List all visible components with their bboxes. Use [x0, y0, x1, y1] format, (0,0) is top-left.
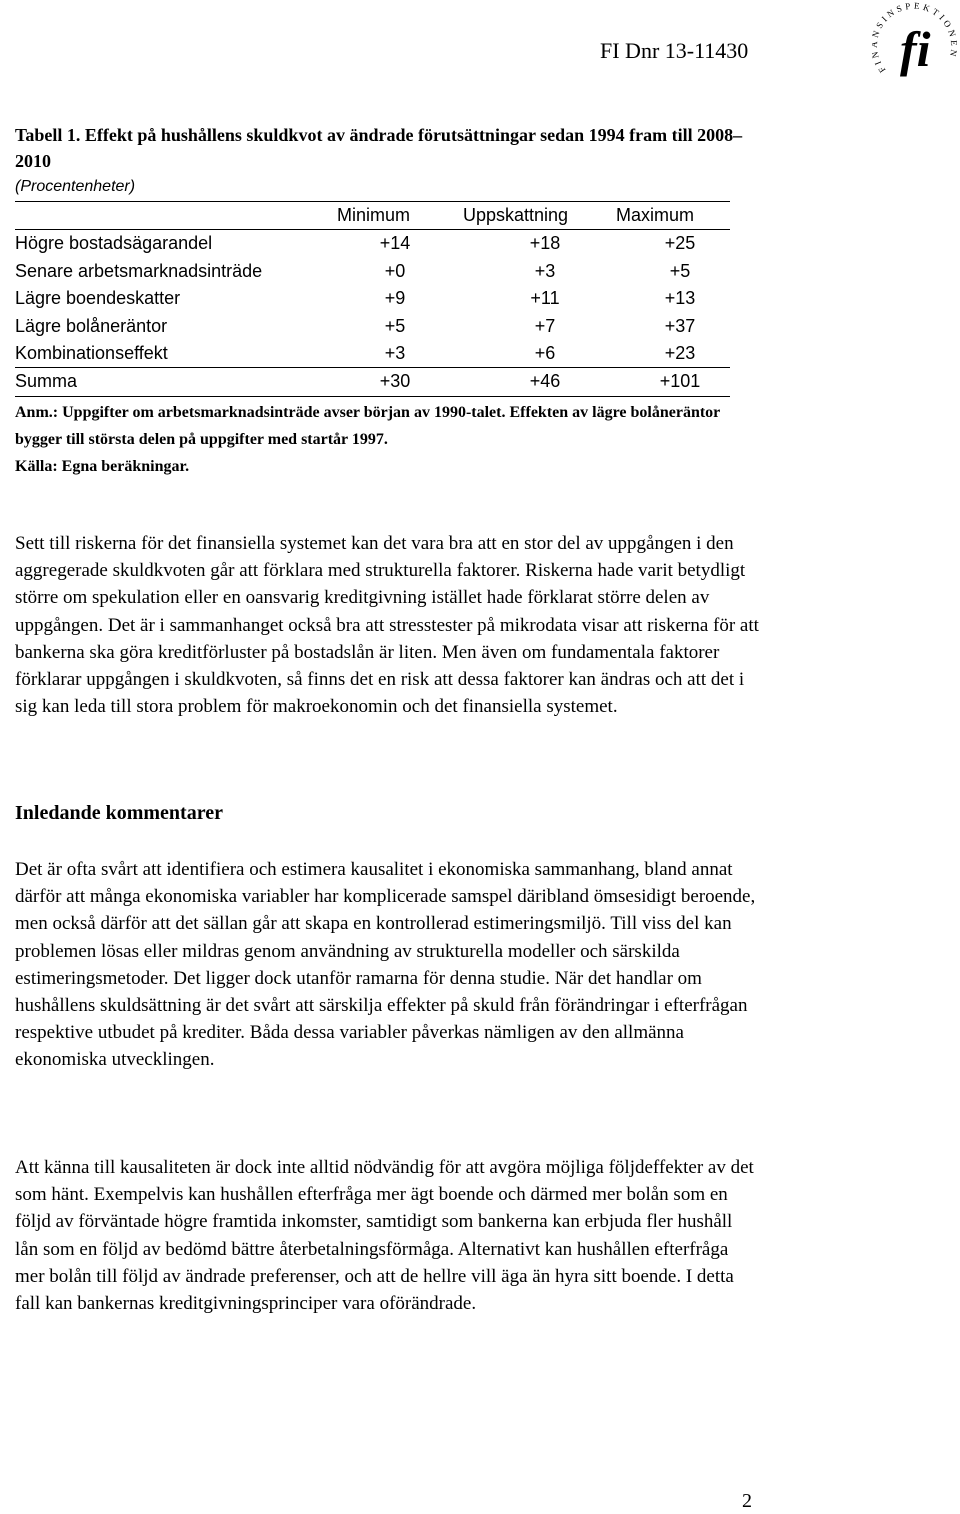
- cell-minimum: +5: [384, 315, 406, 336]
- cell-maximum: +13: [664, 288, 696, 309]
- total-label: Summa: [15, 371, 78, 392]
- row-label: Högre bostadsägarandel: [15, 233, 213, 254]
- effects-table: [15, 201, 730, 397]
- table-row: [15, 285, 730, 312]
- cell-estimate: +18: [529, 233, 561, 254]
- total-minimum: +30: [379, 371, 411, 392]
- table-caption: Tabell 1. Effekt på hushållens skuldkvot av ändrade förutsättningar sedan 1994 fram till 2008–2010: [15, 125, 743, 171]
- row-label: Kombinationseffekt: [15, 342, 168, 363]
- table-row: [15, 230, 730, 257]
- table-row: [15, 258, 730, 285]
- column-header-minimum: Minimum: [337, 205, 411, 225]
- cell-estimate: +7: [534, 315, 556, 336]
- row-label: Lägre bolåneräntor: [15, 315, 168, 336]
- cell-estimate: +3: [534, 260, 556, 281]
- section-heading: Inledande kommentarer: [15, 802, 223, 824]
- total-maximum: +101: [659, 371, 701, 392]
- body-paragraph-1: Sett till riskerna för det finansiella systemet kan det vara bra att en stor del av uppgången i den aggregerade skuldkvoten går att förklara med strukturella faktorer. Riskerna hade varit betydligt större om spekulation eller en oansvarig kreditgivning istället hade förklarat större delen av uppgången. Det är i sammanhanget också bra att stresstester på mikrodata visar att riskerna för att bankerna ska göra kreditförluster på bostadslån är liten. Men även om fundamentala faktorer förklarar uppgången i skuldkvoten, så finns det en risk att dessa faktorer kan ändras och att det i sig kan leda till stora problem för makroekonomin och det finansiella systemet.: [15, 533, 759, 718]
- cell-minimum: +3: [384, 342, 406, 363]
- page-number: 2: [742, 1490, 752, 1512]
- cell-maximum: +5: [669, 260, 691, 281]
- cell-estimate: +6: [534, 342, 556, 363]
- row-label: Lägre boendeskatter: [15, 288, 181, 309]
- table-header-row: [15, 201, 730, 230]
- cell-maximum: +25: [664, 233, 696, 254]
- table-note: Anm.: Uppgifter om arbetsmarknadsinträde avser början av 1990-talet. Effekten av lägre bolåneräntor bygger till största delen på uppgifter med startår 1997.: [15, 404, 720, 448]
- table-row: [15, 340, 730, 367]
- column-header-estimate: Uppskattning: [463, 205, 569, 225]
- table-note-block: [15, 399, 755, 480]
- cell-minimum: +0: [384, 260, 406, 281]
- cell-minimum: +9: [384, 288, 406, 309]
- table-total-row: [15, 367, 730, 396]
- logo-ring-text: FI SINSPEKTIONEN: [872, 0, 960, 75]
- row-label: Senare arbetsmarknadsinträde: [15, 260, 263, 281]
- document-number: FI Dnr 13-11430: [600, 38, 749, 63]
- logo-graphic: [872, 0, 960, 88]
- finansinspektionen-logo: [872, 0, 960, 88]
- column-header-maximum: Maximum: [616, 205, 695, 225]
- cell-estimate: +11: [530, 288, 560, 309]
- table-row: [15, 313, 730, 340]
- logo-fi-mark: fi: [900, 21, 931, 77]
- table-units: (Procentenheter): [15, 178, 136, 195]
- cell-minimum: +14: [379, 233, 411, 254]
- body-paragraph-3: Att känna till kausaliteten är dock inte alltid nödvändig för att avgöra möjliga följdeffekter av det som hänt. Exempelvis kan hushållen efterfråga mer ägt boende och därmed mer bolån som en följd av förväntade högre framtida inkomster, samtidigt som bankerna kan erbjuda fler hushåll lån som en följd av bedömd bättre återbetalningsförmåga. Alternativt kan hushållen efterfråga mer bolån till följd av ändrade preferenser, och att de hellre vill äga än hyra sitt boende. I detta fall kan bankernas kreditgivningsprinciper vara oförändrade.: [15, 1157, 754, 1315]
- cell-maximum: +23: [664, 342, 696, 363]
- total-estimate: +46: [529, 371, 561, 392]
- body-paragraph-2: Det är ofta svårt att identifiera och estimera kausalitet i ekonomiska sammanhang, bland annat därför att många ekonomiska variabler har komplicerade samspel däribland ömsesidigt beroende, men också därför att det sällan går att skapa en kontrollerad estimeringsmiljö. Till viss del kan problemen lösas eller mildras genom användning av strukturella modeller och särskilda estimeringsmetoder. Det ligger dock utanför ramarna för denna studie. När det handlar om hushållens skuldsättning är det svårt att särskilja effekter på skuld från förändringar i efterfrågan respektive utbudet på krediter. Båda dessa variabler påverkas nämligen av den allmänna ekonomiska utvecklingen.: [15, 859, 756, 1071]
- cell-maximum: +37: [664, 315, 696, 336]
- table-source: Källa: Egna beräkningar.: [15, 458, 190, 475]
